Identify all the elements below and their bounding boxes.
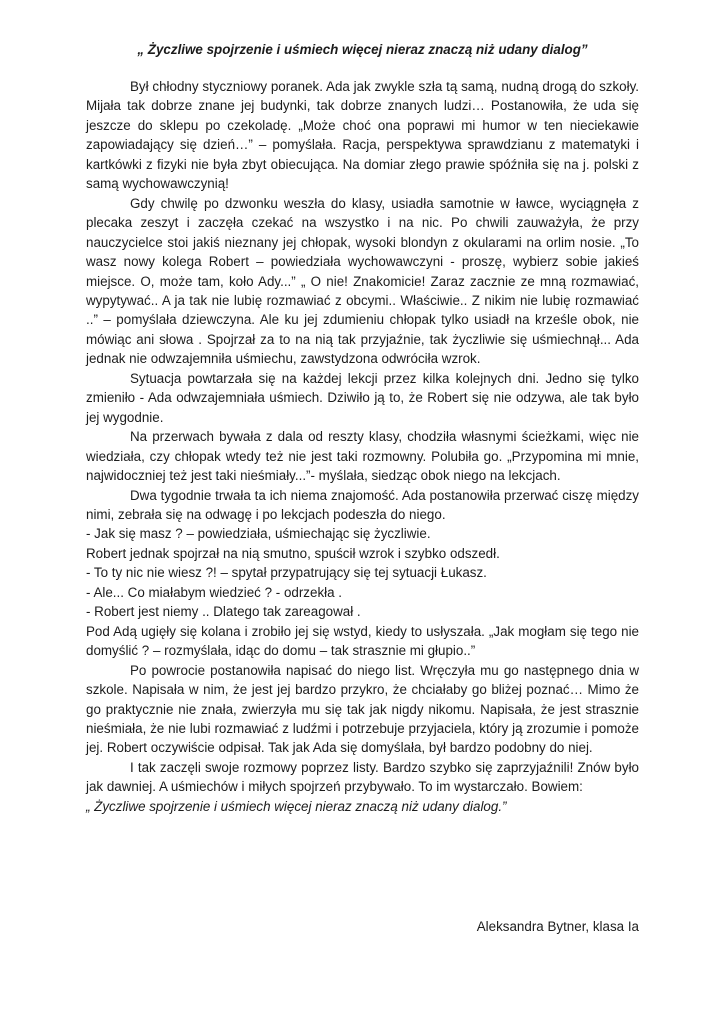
paragraph-4: Na przerwach bywała z dala od reszty klasy, chodziła własnymi ścieżkami, więc nie wiedziała, czy chłopak wtedy też nie jest taki rozmowny. Polubiła go. „Przypomina mi mnie, najwidoczniej też jest taki nieśmiały...”- myślała, siedząc obok niego na lekcjach. [86, 429, 639, 484]
dialogue-line-3: - To ty nic nie wiesz ?! – spytał przypatrujący się tej sytuacji Łukasz. [86, 565, 487, 581]
document-body [86, 77, 639, 816]
author-signature: Aleksandra Bytner, klasa Ia [476, 919, 639, 934]
dialogue-narration: Pod Adą ugięły się kolana i zrobiło jej się wstyd, kiedy to usłyszała. „Jak mogłam się tego nie domyślić ? – rozmyślała, idąc do domu – tak strasznie mi głupio..” [86, 623, 639, 659]
paragraph-5: Dwa tygodnie trwała ta ich niema znajomość. Ada postanowiła przerwać ciszę między nimi, zebrała się na odwagę i po lekcjach podeszła do niego. [86, 487, 639, 522]
paragraph-6: Po powrocie postanowiła napisać do niego list. Wręczyła mu go następnego dnia w szkole. Napisała w nim, że jest jej bardzo przykro, że chciałaby go bliżej poznać… Mimo że go praktycznie nie znała, zwierzyła mu się tak jak nigdy nikomu. Napisała, że jest strasznie nieśmiała, że nie lubi rozmawiać z ludźmi i potrzebuje przyjaciela, który ją zrozumie i pomoże jej. Robert oczywiście odpisał. Tak jak Ada się domyślała, był bardzo podobny do niej. [86, 662, 639, 756]
paragraph-1: Był chłodny styczniowy poranek. Ada jak zwykle szła tą samą, nudną drogą do szkoły. Mijała tak dobrze znane jej budynki, tak dobrze znanych ludzi… Postanowiła, że uda się jeszcze do sklepu po czekoladę. „Może choć ona poprawi mi humor w ten nieciekawie zapowiadający się dzień…” – pomyślała. Racja, perspektywa sprawdzianu z matematyki i kartkówki z fizyki nie była zbyt obiecująca. Na domiar złego prawie spóźniła się na j. polski z samą wychowawczynią! [86, 79, 639, 192]
paragraph-7: I tak zaczęli swoje rozmowy poprzez listy. Bardzo szybko się zaprzyjaźnili! Znów było jak dawniej. A uśmiechów i miłych spojrzeń przybywało. To im wystarczało. Bowiem: [86, 759, 639, 795]
final-quote: „ Życzliwe spojrzenie i uśmiech więcej nieraz znaczą niż udany dialog.” [86, 798, 507, 814]
document-title: „ Życzliwe spojrzenie i uśmiech więcej nieraz znaczą niż udany dialog” [137, 42, 588, 57]
dialogue-line-2: Robert jednak spojrzał na nią smutno, spuścił wzrok i szybko odszedł. [86, 545, 500, 561]
paragraph-3: Sytuacja powtarzała się na każdej lekcji przez kilka kolejnych dni. Jedno się tylko zmieniło - Ada odwzajemniała uśmiech. Dziwiło ją to, że Robert się nie odzywa, ale tak było jej wygodnie. [86, 370, 639, 425]
paragraph-2: Gdy chwilę po dzwonku weszła do klasy, usiadła samotnie w ławce, wyciągnęła z plecaka zeszyt i zaczęła czekać na wszystko i na nic. Po chwili zauważyła, że przy nauczycielce stoi jakiś nieznany jej chłopak, wysoki blondyn z okularami na orlim nosie. „To wasz nowy kolega Robert – powiedziała wychowawczyni - proszę, wybierz sobie jakieś miejsce. O, może tam, koło Ady...” „ O nie! Znakomicie! Zaraz zacznie ze mną rozmawiać, wypytywać.. A ja tak nie lubię rozmawiać z obcymi.. Właściwie.. Z nikim nie lubię rozmawiać ..” – pomyślała dziewczyna. Ale ku jej zdumieniu chłopak tylko usiadł na krześle obok, nie mówiąc ani słowa . Spojrzał za to na nią tak przyjaźnie, tak życzliwie się uśmiechnął... Ada jednak nie odwzajemniła uśmiechu, zawstydzona odwróciła wzrok. [86, 195, 639, 367]
dialogue-line-5: - Robert jest niemy .. Dlatego tak zareagował . [86, 604, 361, 620]
dialogue-line-1: - Jak się masz ? – powiedziała, uśmiechając się życzliwie. [86, 526, 431, 542]
dialogue-line-4: - Ale... Co miałabym wiedzieć ? - odrzekła . [86, 584, 343, 600]
